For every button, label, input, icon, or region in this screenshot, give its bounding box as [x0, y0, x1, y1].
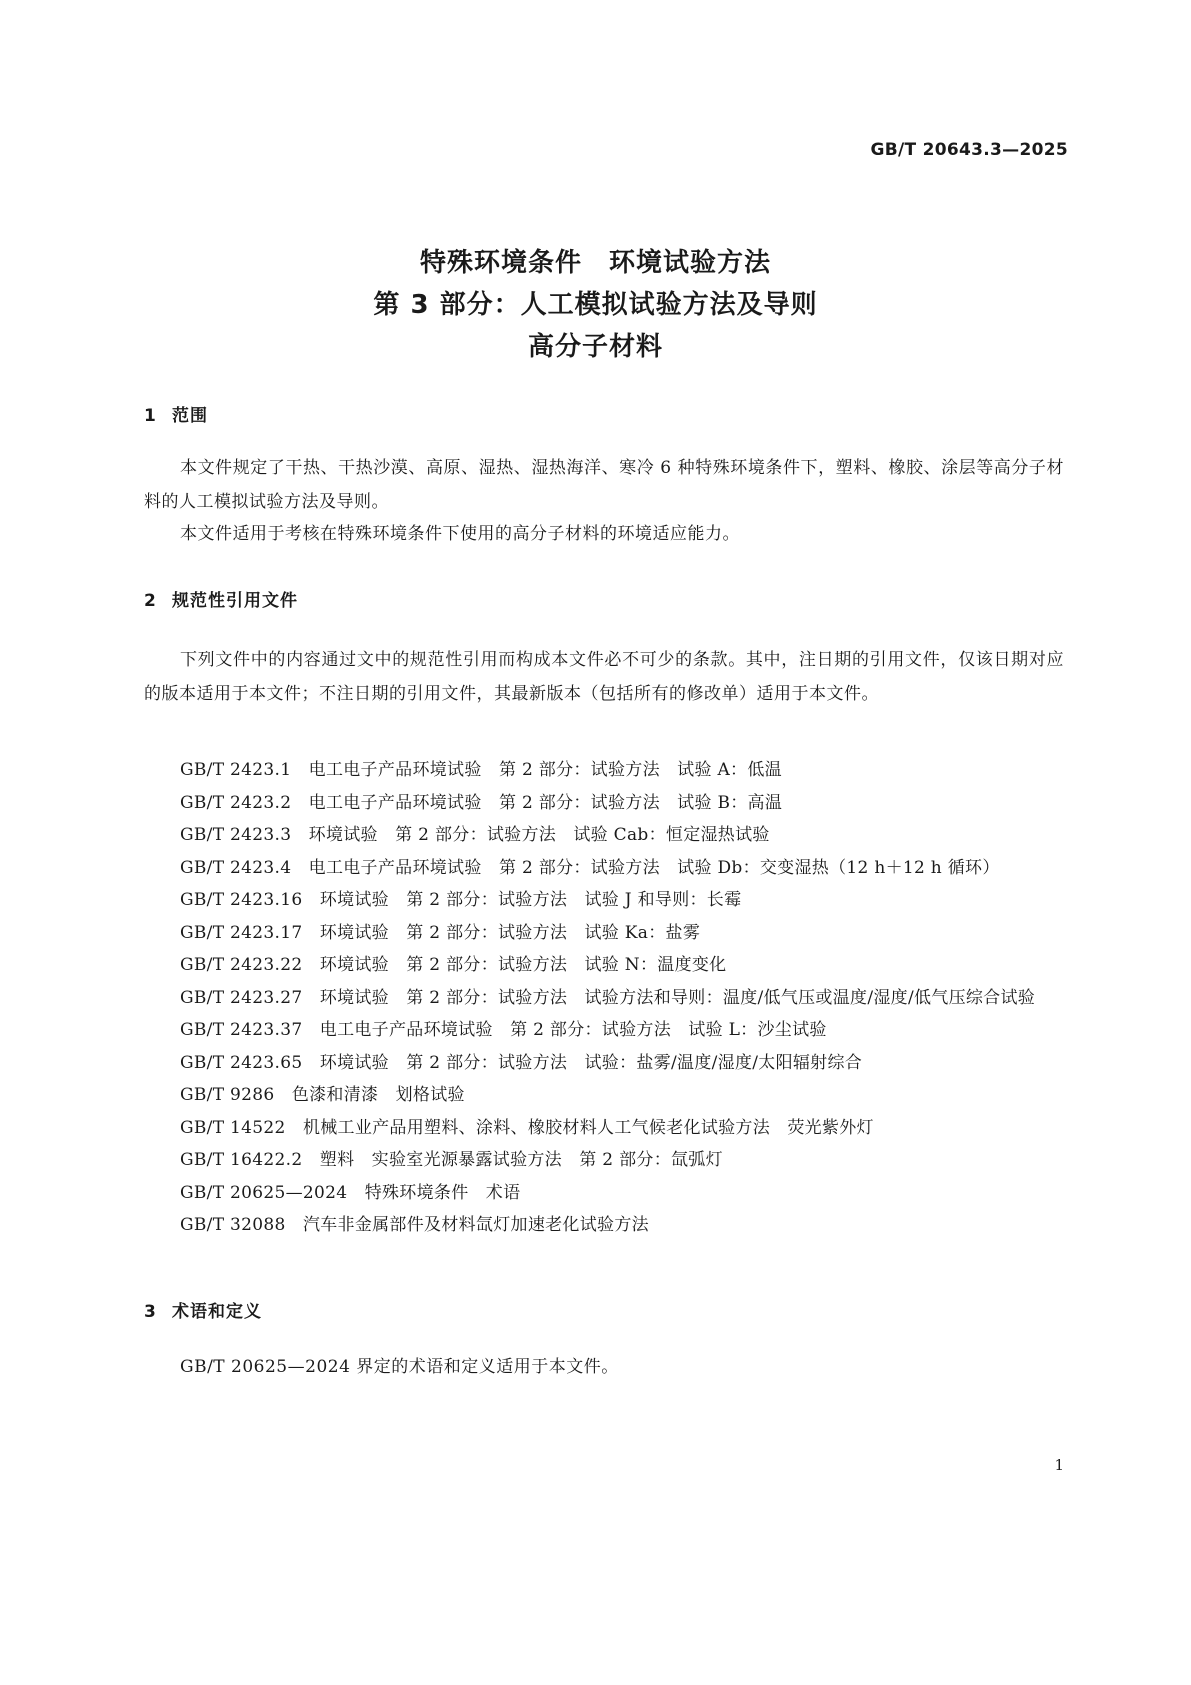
reference-title: 电工电子产品环境试验 第 2 部分：试验方法 试验 L：沙尘试验 [319, 1020, 827, 1040]
title-line-3: 高分子材料 [527, 332, 663, 362]
reference-item [144, 949, 1064, 982]
reference-title: 色漆和清漆 划格试验 [291, 1085, 465, 1105]
section-title: 范围 [172, 406, 208, 426]
reference-title: 环境试验 第 2 部分：试验方法 试验 Cab：恒定湿热试验 [308, 825, 770, 845]
scope-paragraph-2: 本文件适用于考核在特殊环境条件下使用的高分子材料的环境适应能力。 [180, 524, 740, 544]
terms-paragraph: GB/T 20625—2024 界定的术语和定义适用于本文件。 [180, 1357, 619, 1377]
reference-code: GB/T 9286 [180, 1085, 275, 1105]
section-heading-normative-references [144, 586, 298, 611]
reference-item [144, 1177, 1064, 1210]
reference-title: 环境试验 第 2 部分：试验方法 试验 Ka：盐雾 [319, 922, 701, 943]
page-number: 1 [1054, 1456, 1064, 1474]
reference-item [144, 1047, 1064, 1080]
section-number: 2 [144, 591, 157, 611]
section-number: 1 [144, 406, 157, 426]
reference-title: 环境试验 第 2 部分：试验方法 试验 J 和导则：长霉 [319, 890, 742, 910]
reference-title: 电工电子产品环境试验 第 2 部分：试验方法 试验 A：低温 [308, 760, 782, 780]
reference-code: GB/T 2423.4 [180, 857, 292, 878]
reference-item [144, 819, 1064, 852]
standard-code: GB/T 20643.3—2025 [870, 140, 1068, 160]
reference-code: GB/T 2423.16 [180, 890, 303, 910]
reference-title: 环境试验 第 2 部分：试验方法 试验 N：温度变化 [319, 955, 727, 975]
reference-item [144, 1112, 1064, 1145]
reference-code: GB/T 2423.1 [180, 760, 292, 780]
reference-title: 电工电子产品环境试验 第 2 部分：试验方法 试验 B：高温 [308, 792, 783, 813]
reference-title: 环境试验 第 2 部分：试验方法 试验方法和导则：温度/低气压或温度/湿度/低气压综合试验 [319, 987, 1036, 1008]
reference-code: GB/T 2423.22 [180, 955, 303, 975]
reference-item [144, 1014, 1064, 1047]
reference-code: GB/T 14522 [180, 1117, 286, 1138]
reference-title: 汽车非金属部件及材料氙灯加速老化试验方法 [302, 1215, 649, 1235]
reference-item [144, 1079, 1064, 1112]
reference-item [144, 1209, 1064, 1242]
title-line-1: 特殊环境条件 环境试验方法 [419, 248, 771, 278]
section-number: 3 [144, 1302, 157, 1322]
section-title: 规范性引用文件 [172, 591, 298, 611]
reference-title: 电工电子产品环境试验 第 2 部分：试验方法 试验 Db：交变湿热（12 h＋12 h 循环） [308, 857, 1000, 878]
reference-title: 机械工业产品用塑料、涂料、橡胶材料人工气候老化试验方法 荧光紫外灯 [302, 1117, 874, 1138]
reference-title: 塑料 实验室光源暴露试验方法 第 2 部分：氙弧灯 [319, 1150, 723, 1170]
reference-code: GB/T 2423.65 [180, 1052, 303, 1073]
document-title [0, 242, 1191, 368]
reference-item [144, 787, 1064, 820]
title-line-2: 第 3 部分：人工模拟试验方法及导则 [373, 290, 818, 320]
reference-code: GB/T 32088 [180, 1215, 286, 1235]
reference-item [144, 982, 1064, 1015]
reference-item [144, 852, 1064, 885]
reference-code: GB/T 2423.37 [180, 1020, 303, 1040]
reference-item [144, 917, 1064, 950]
normative-references-intro: 下列文件中的内容通过文中的规范性引用而构成本文件必不可少的条款。其中，注日期的引用文件，仅该日期对应的版本适用于本文件；不注日期的引用文件，其最新版本（包括所有的修改单）适用于本文件。 [144, 650, 1064, 704]
reference-item [144, 754, 1064, 787]
scope-paragraph-1: 本文件规定了干热、干热沙漠、高原、湿热、湿热海洋、寒冷 6 种特殊环境条件下，塑料、橡胶、涂层等高分子材料的人工模拟试验方法及导则。 [144, 458, 1064, 512]
reference-code: GB/T 2423.17 [180, 922, 303, 943]
reference-code: GB/T 2423.2 [180, 792, 292, 813]
reference-list [144, 754, 1064, 1242]
reference-code: GB/T 20625—2024 [180, 1182, 348, 1203]
section-heading-terms [144, 1297, 262, 1322]
reference-item [144, 1144, 1064, 1177]
section-heading-scope [144, 401, 208, 426]
reference-code: GB/T 2423.27 [180, 987, 303, 1008]
section-title: 术语和定义 [172, 1302, 262, 1322]
reference-title: 特殊环境条件 术语 [364, 1182, 521, 1203]
reference-item [144, 884, 1064, 917]
reference-title: 环境试验 第 2 部分：试验方法 试验：盐雾/温度/湿度/太阳辐射综合 [319, 1052, 863, 1073]
reference-code: GB/T 2423.3 [180, 825, 292, 845]
reference-code: GB/T 16422.2 [180, 1150, 303, 1170]
